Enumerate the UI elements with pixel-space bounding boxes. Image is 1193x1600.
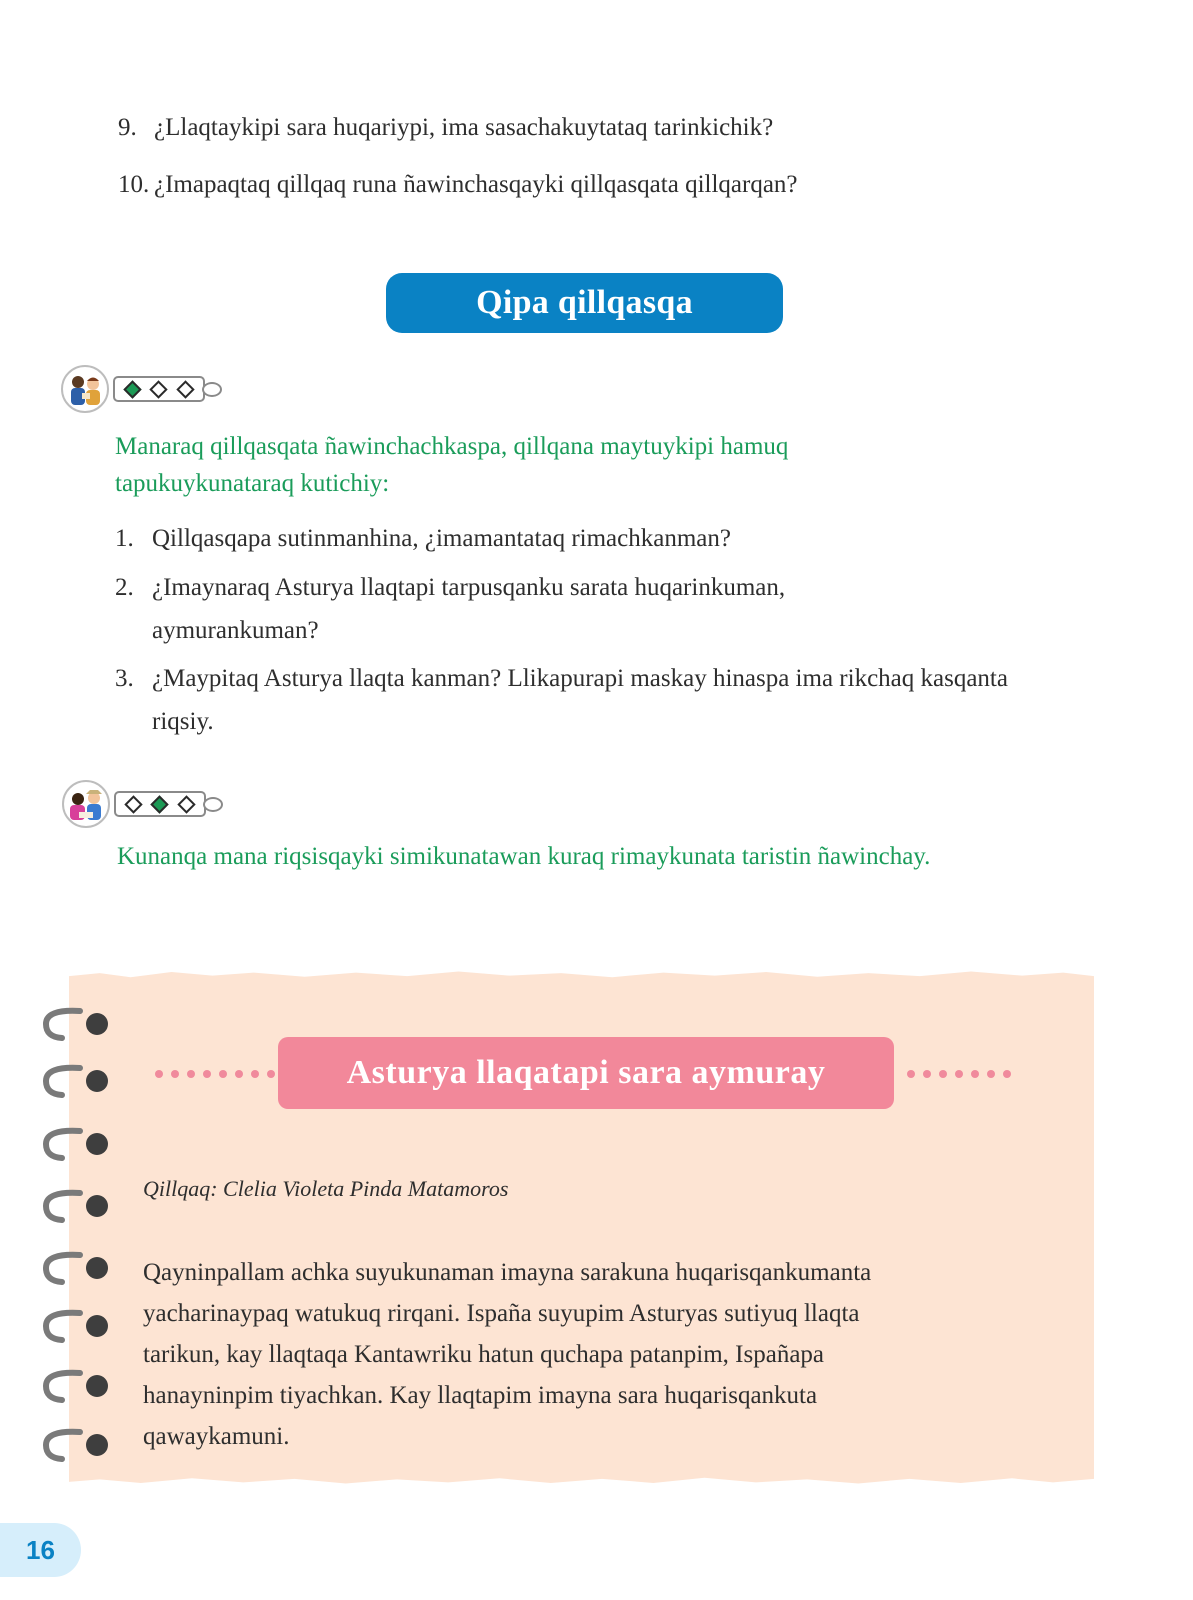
- question-9: [118, 111, 1078, 145]
- activity2-level-indicator: [62, 779, 223, 829]
- activity1-item-2: [115, 566, 945, 652]
- activity1-item-1: [115, 517, 1075, 560]
- item-text: ¿Imaynaraq Asturya llaqtapi tarpusqanku sarata huqarinkuman, aymurankuman?: [152, 574, 786, 644]
- page-number: 16: [0, 1523, 81, 1577]
- section-title: Qipa qillqasqa: [386, 273, 783, 333]
- level-tag: [114, 791, 206, 817]
- question-text: ¿Imapaqtaq qillqaq runa ñawinchasqayki qillqasqata qillqarqan?: [154, 171, 798, 198]
- question-number: 9.: [118, 114, 137, 141]
- activity1-level-indicator: [61, 364, 222, 414]
- spiral-ring-icon: [40, 1126, 118, 1162]
- spiral-ring-icon: [40, 1308, 118, 1344]
- item-number: 2.: [115, 574, 134, 601]
- tag-hole-icon: [202, 382, 222, 397]
- level-diamond-filled: [123, 380, 141, 398]
- activity2-instruction: Kunanqa mana riqsisqayki simikunatawan kuraq rimaykunata taristin ñawinchay.: [117, 843, 931, 870]
- spiral-ring-icon: [40, 1368, 118, 1404]
- item-text: Qillqasqapa sutinmanhina, ¿imamantataq rimachkanman?: [152, 525, 731, 552]
- question-number: 10.: [118, 171, 150, 198]
- spiral-ring-icon: [40, 1250, 118, 1286]
- level-diamond-empty: [176, 380, 194, 398]
- item-number: 1.: [115, 525, 134, 552]
- reading-title: Asturya llaqatapi sara aymuray: [278, 1037, 894, 1109]
- two-students-icon: [61, 365, 109, 413]
- reading-body: Qayninpallam achka suyukunaman imayna sarakuna huqarisqankumanta yacharinaypaq watukuq rirqani. Ispaña suyupim Asturyas sutiyuq llaqta tarikun, kay llaqtaqa Kantawriku hatun quchapa patanpim, Ispañapa hanayninpim tiyachkan. Kay llaqtapim imayna sara huqarisqankuta qawaykamuni.: [143, 1259, 872, 1450]
- reading-author: Qillqaq: Clelia Violeta Pinda Matamoros: [143, 1176, 509, 1201]
- spiral-ring-icon: [40, 1006, 118, 1042]
- tag-hole-icon: [203, 797, 223, 812]
- activity1-item-3: [115, 657, 1075, 743]
- title-dots-left: [155, 1070, 275, 1078]
- spiral-ring-icon: [40, 1427, 118, 1463]
- item-number: 3.: [115, 665, 134, 692]
- title-dots-right: [907, 1070, 1011, 1078]
- spiral-ring-icon: [40, 1063, 118, 1099]
- level-diamond-empty: [124, 795, 142, 813]
- activity1-instruction: Manaraq qillqasqata ñawinchachkaspa, qillqana maytuykipi hamuq tapukuykunataraq kutichiy:: [115, 433, 789, 497]
- question-10: [118, 168, 1078, 202]
- question-text: ¿Llaqtaykipi sara huqariypi, ima sasachakuytataq tarinkichik?: [154, 114, 774, 141]
- spiral-ring-icon: [40, 1188, 118, 1224]
- level-diamond-empty: [150, 380, 168, 398]
- two-readers-icon: [62, 780, 110, 828]
- item-text: ¿Maypitaq Asturya llaqta kanman? Llikapurapi maskay hinaspa ima rikchaq kasqanta riqsiy.: [152, 665, 1008, 735]
- level-diamond-filled: [151, 795, 169, 813]
- level-tag: [113, 376, 205, 402]
- level-diamond-empty: [177, 795, 195, 813]
